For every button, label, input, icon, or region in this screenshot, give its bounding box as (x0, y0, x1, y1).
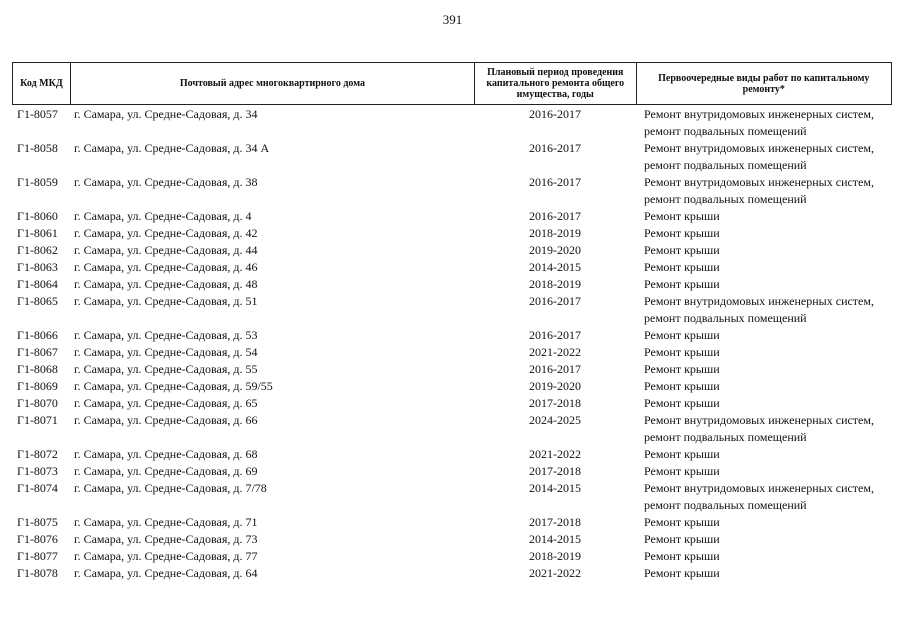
table-row (12, 361, 892, 378)
cell-address: г. Самара, ул. Средне-Садовая, д. 38 (74, 175, 258, 189)
table-row (12, 174, 892, 208)
cell-address: г. Самара, ул. Средне-Садовая, д. 77 (74, 549, 258, 563)
cell-code: Г1-8066 (17, 328, 58, 342)
cell-code: Г1-8060 (17, 209, 58, 223)
table-row (12, 208, 892, 225)
cell-works: Ремонт внутридомовых инженерных систем, ремонт подвальных помещений (644, 141, 874, 172)
cell-works: Ремонт крыши (644, 243, 720, 257)
cell-works: Ремонт крыши (644, 515, 720, 529)
cell-code: Г1-8078 (17, 566, 58, 580)
cell-period: 2017-2018 (529, 515, 581, 529)
cell-code: Г1-8059 (17, 175, 58, 189)
cell-period: 2021-2022 (529, 447, 581, 461)
cell-works: Ремонт внутридомовых инженерных систем, ремонт подвальных помещений (644, 481, 874, 512)
cell-period: 2018-2019 (529, 549, 581, 563)
table-row (12, 327, 892, 344)
cell-address: г. Самара, ул. Средне-Садовая, д. 65 (74, 396, 258, 410)
cell-address: г. Самара, ул. Средне-Садовая, д. 69 (74, 464, 258, 478)
table-row (12, 276, 892, 293)
cell-period: 2017-2018 (529, 464, 581, 478)
cell-works: Ремонт внутридомовых инженерных систем, ремонт подвальных помещений (644, 107, 874, 138)
cell-works: Ремонт крыши (644, 277, 720, 291)
header-code: Код МКД (20, 78, 63, 89)
table-row (12, 106, 892, 140)
header-works: Первоочередные виды работ по капитальному ремонту* (636, 63, 891, 104)
cell-period: 2014-2015 (529, 532, 581, 546)
cell-address: г. Самара, ул. Средне-Садовая, д. 66 (74, 413, 258, 427)
cell-period: 2016-2017 (529, 328, 581, 342)
cell-address: г. Самара, ул. Средне-Садовая, д. 48 (74, 277, 258, 291)
cell-code: Г1-8075 (17, 515, 58, 529)
header-address: Почтовый адрес многоквартирного дома (70, 63, 474, 104)
cell-address: г. Самара, ул. Средне-Садовая, д. 73 (74, 532, 258, 546)
cell-works: Ремонт внутридомовых инженерных систем, ремонт подвальных помещений (644, 294, 874, 325)
cell-address: г. Самара, ул. Средне-Садовая, д. 34 А (74, 141, 270, 155)
cell-code: Г1-8067 (17, 345, 58, 359)
cell-address: г. Самара, ул. Средне-Садовая, д. 51 (74, 294, 258, 308)
table-row (12, 378, 892, 395)
cell-code: Г1-8074 (17, 481, 58, 495)
table-row (12, 548, 892, 565)
cell-works: Ремонт крыши (644, 396, 720, 410)
cell-code: Г1-8073 (17, 464, 58, 478)
cell-period: 2016-2017 (529, 294, 581, 308)
table-header (12, 62, 892, 105)
cell-period: 2016-2017 (529, 107, 581, 121)
cell-address: г. Самара, ул. Средне-Садовая, д. 46 (74, 260, 258, 274)
cell-address: г. Самара, ул. Средне-Садовая, д. 59/55 (74, 379, 273, 393)
cell-address: г. Самара, ул. Средне-Садовая, д. 34 (74, 107, 258, 121)
cell-works: Ремонт крыши (644, 464, 720, 478)
cell-code: Г1-8065 (17, 294, 58, 308)
cell-code: Г1-8076 (17, 532, 58, 546)
cell-code: Г1-8071 (17, 413, 58, 427)
cell-period: 2014-2015 (529, 260, 581, 274)
cell-period: 2016-2017 (529, 362, 581, 376)
cell-period: 2016-2017 (529, 141, 581, 155)
cell-period: 2024-2025 (529, 413, 581, 427)
cell-code: Г1-8061 (17, 226, 58, 240)
cell-period: 2019-2020 (529, 243, 581, 257)
cell-address: г. Самара, ул. Средне-Садовая, д. 7/78 (74, 481, 267, 495)
cell-works: Ремонт внутридомовых инженерных систем, ремонт подвальных помещений (644, 413, 874, 444)
cell-works: Ремонт крыши (644, 447, 720, 461)
table-row (12, 259, 892, 276)
table-row (12, 531, 892, 548)
header-period: Плановый период проведения капитального ремонта общего имущества, годы (474, 63, 636, 104)
table-row (12, 514, 892, 531)
cell-works: Ремонт крыши (644, 566, 720, 580)
cell-address: г. Самара, ул. Средне-Садовая, д. 68 (74, 447, 258, 461)
cell-address: г. Самара, ул. Средне-Садовая, д. 4 (74, 209, 252, 223)
cell-address: г. Самара, ул. Средне-Садовая, д. 53 (74, 328, 258, 342)
table-row (12, 412, 892, 446)
cell-works: Ремонт крыши (644, 379, 720, 393)
cell-code: Г1-8077 (17, 549, 58, 563)
cell-code: Г1-8068 (17, 362, 58, 376)
cell-period: 2021-2022 (529, 566, 581, 580)
cell-period: 2018-2019 (529, 226, 581, 240)
table-row (12, 565, 892, 582)
cell-works: Ремонт крыши (644, 345, 720, 359)
cell-period: 2019-2020 (529, 379, 581, 393)
cell-address: г. Самара, ул. Средне-Садовая, д. 54 (74, 345, 258, 359)
cell-code: Г1-8063 (17, 260, 58, 274)
cell-works: Ремонт крыши (644, 328, 720, 342)
table-row (12, 225, 892, 242)
cell-code: Г1-8072 (17, 447, 58, 461)
cell-works: Ремонт крыши (644, 226, 720, 240)
cell-code: Г1-8057 (17, 107, 58, 121)
cell-code: Г1-8062 (17, 243, 58, 257)
cell-period: 2014-2015 (529, 481, 581, 495)
cell-code: Г1-8070 (17, 396, 58, 410)
cell-period: 2017-2018 (529, 396, 581, 410)
table-body (12, 106, 892, 582)
page-number: 391 (442, 12, 463, 27)
cell-code: Г1-8069 (17, 379, 58, 393)
cell-code: Г1-8064 (17, 277, 58, 291)
table-row (12, 463, 892, 480)
cell-works: Ремонт крыши (644, 532, 720, 546)
cell-works: Ремонт крыши (644, 260, 720, 274)
table-row (12, 140, 892, 174)
table-row (12, 344, 892, 361)
cell-works: Ремонт крыши (644, 549, 720, 563)
cell-address: г. Самара, ул. Средне-Садовая, д. 44 (74, 243, 258, 257)
cell-address: г. Самара, ул. Средне-Садовая, д. 71 (74, 515, 258, 529)
cell-period: 2016-2017 (529, 209, 581, 223)
table-row (12, 293, 892, 327)
cell-period: 2021-2022 (529, 345, 581, 359)
cell-works: Ремонт крыши (644, 209, 720, 223)
cell-works: Ремонт крыши (644, 362, 720, 376)
cell-works: Ремонт внутридомовых инженерных систем, ремонт подвальных помещений (644, 175, 874, 206)
cell-code: Г1-8058 (17, 141, 58, 155)
table-row (12, 242, 892, 259)
cell-address: г. Самара, ул. Средне-Садовая, д. 64 (74, 566, 258, 580)
cell-address: г. Самара, ул. Средне-Садовая, д. 55 (74, 362, 258, 376)
cell-period: 2018-2019 (529, 277, 581, 291)
table-row (12, 395, 892, 412)
cell-period: 2016-2017 (529, 175, 581, 189)
table-row (12, 446, 892, 463)
table-row (12, 480, 892, 514)
cell-address: г. Самара, ул. Средне-Садовая, д. 42 (74, 226, 258, 240)
